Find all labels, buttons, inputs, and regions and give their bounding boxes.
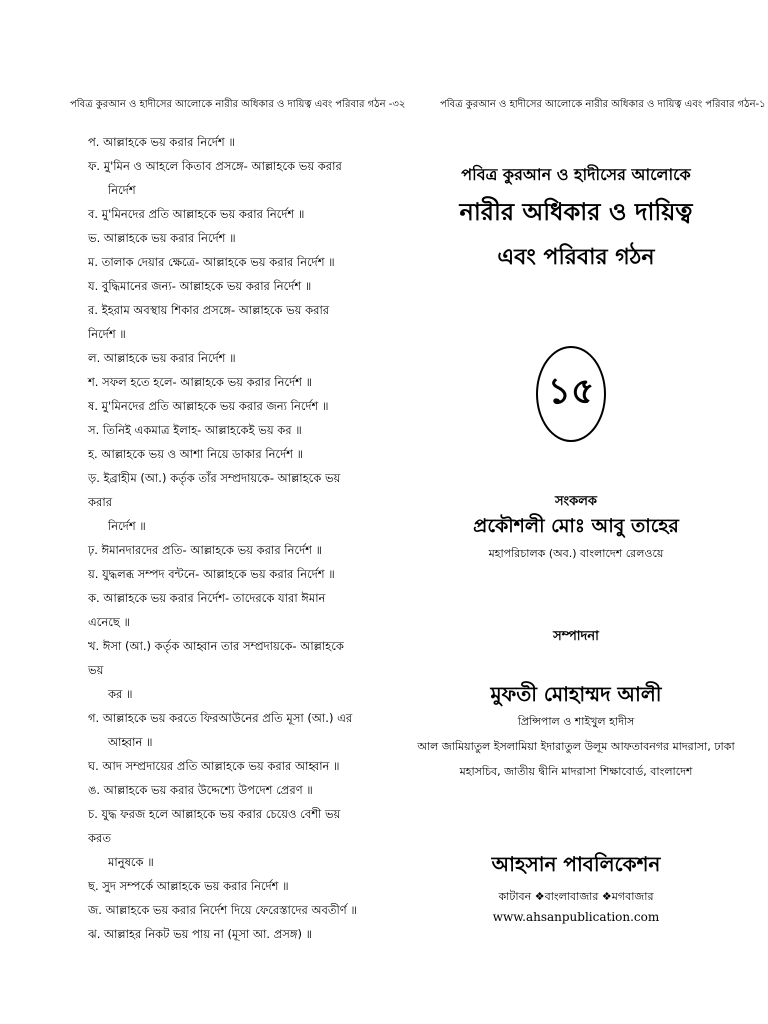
volume-number-badge: ১৫ (536, 346, 606, 442)
list-item: গ. আল্লাহকে ভয় করতে ফিরআউনের প্রতি মূসা (আ.) এর (88, 711, 353, 725)
list-item-continuation: নির্দেশ (108, 183, 136, 197)
editor-label: সম্পাদনা (553, 629, 599, 644)
list-item: ভ. আল্লাহকে ভয় করার নির্দেশ ॥ (88, 231, 236, 245)
list-item: র. ইহরাম অবস্থায় শিকার প্রসঙ্গে- আল্লাহকে ভয় করার নির্দেশ ॥ (88, 303, 330, 341)
list-item: চ. যুদ্ধ ফরজ হলে আল্লাহকে ভয় করার চেয়েও বেশী ভয় করত (88, 807, 341, 845)
running-header: পবিত্র কুরআন ও হাদীসের আলোকে নারীর অধিকার ও দায়িত্ব এবং পরিবার গঠন-১ (440, 99, 766, 110)
list-item-continuation: আহ্বান ॥ (108, 735, 153, 749)
list-item: ঢ়. ঈমানদারদের প্রতি- আল্লাহকে ভয় করার নির্দেশ ॥ (88, 543, 323, 557)
editor-institution: আল জামিয়াতুল ইসলামিয়া ইদারাতুল উলূম আফতাবনগর মাদরাসা, ঢাকা (417, 740, 735, 753)
list-item-continuation: কর ॥ (108, 687, 133, 701)
list-item: খ. ঈসা (আ.) কর্তৃক আহ্বান তার সম্প্রদায়কে- আল্লাহকে ভয় (88, 639, 344, 677)
list-item: ব. মু'মিনদের প্রতি আল্লাহকে ভয় করার নির্দেশ ॥ (88, 207, 305, 221)
book-title-line-1: পবিত্র কুরআন ও হাদীসের আলোকে (461, 165, 691, 184)
list-item: ঘ. আদ সম্প্রদায়ের প্রতি আল্লাহকে ভয় করার আহ্বান ॥ (88, 759, 340, 773)
list-item: জ. আল্লাহকে ভয় করার নির্দেশ দিয়ে ফেরেস্তাদের অবতীর্ণ ॥ (88, 903, 357, 917)
list-item: শ. সফল হতে হলে- আল্লাহকে ভয় করার নির্দেশ ॥ (88, 375, 313, 389)
list-item: ম. তালাক দেয়ার ক্ষেত্রে- আল্লাহকে ভয় করার নির্দেশ ॥ (88, 255, 335, 269)
right-page (384, 0, 768, 1024)
editor-name: মুফতী মোহাম্মদ আলী (490, 682, 662, 706)
publisher-website: www.ahsanpublication.com (492, 910, 660, 924)
list-item: ল. আল্লাহকে ভয় করার নির্দেশ ॥ (88, 351, 236, 365)
list-item: ঙ. আল্লাহকে ভয় করার উদ্দেশ্যে উপদেশ প্রেরণ ॥ (88, 783, 313, 797)
list-item: ক. আল্লাহকে ভয় করার নির্দেশ- তাদেরকে যারা ঈমান এনেছে ॥ (88, 591, 326, 629)
compiler-name: প্রকৌশলী মোঃ আবু তাহের (473, 515, 679, 537)
contents-list (88, 130, 358, 946)
list-item: প. আল্লাহকে ভয় করার নির্দেশ ॥ (88, 135, 235, 149)
compiler-label: সংকলক (554, 494, 598, 509)
list-item: ড়. ইব্রাহীম (আ.) কর্তৃক তাঁর সম্প্রদায়কে- আল্লাহকে ভয় করার (88, 471, 341, 509)
book-title-line-3: এবং পরিবার গঠন (497, 245, 655, 270)
list-item: স. তিনিই একমাত্র ইলাহ- আল্লাহকেই ভয় কর ॥ (88, 423, 302, 437)
compiler-title: মহাপরিচালক (অব.) বাংলাদেশ রেলওয়ে (488, 547, 664, 560)
list-item: হ. আল্লাহকে ভয় ও আশা নিয়ে ডাকার নির্দেশ ॥ (88, 447, 304, 461)
editor-role: প্রিন্সিপাল ও শাইখুল হাদীস (517, 715, 635, 728)
list-item: য়. যুদ্ধলব্ধ সম্পদ বন্টনে- আল্লাহকে ভয় করার নির্দেশ ॥ (88, 567, 335, 581)
list-item: য. বুদ্ধিমানের জন্য- আল্লাহকে ভয় করার নির্দেশ ॥ (88, 279, 312, 293)
running-header: পবিত্র কুরআন ও হাদীসের আলোকে নারীর অধিকার ও দায়িত্ব এবং পরিবার গঠন -৩২ (70, 99, 406, 110)
list-item-continuation: মানুষকে ॥ (108, 855, 154, 869)
list-item: ঝ. আল্লাহর নিকট ভয় পায় না (মূসা আ. প্রসঙ্গ) ॥ (88, 927, 313, 941)
book-title-line-2: নারীর অধিকার ও দায়িত্ব (459, 198, 693, 226)
list-item: ফ. মু'মিন ও আহলে কিতাব প্রসঙ্গে- আল্লাহকে ভয় করার (88, 159, 342, 173)
list-item: ছ. সুদ সম্পর্কে আল্লাহকে ভয় করার নির্দেশ ॥ (88, 879, 289, 893)
editor-secretary: মহাসচিব, জাতীয় দ্বীনি মাদরাসা শিক্ষাবোর্ড, বাংলাদেশ (459, 765, 693, 778)
list-item: ষ. মু'মিনদের প্রতি আল্লাহকে ভয় করার জন্য নির্দেশ ॥ (88, 399, 329, 413)
publisher-name: আহসান পাবলিকেশন (491, 852, 661, 876)
list-item-continuation: নির্দেশ ॥ (108, 519, 146, 533)
publisher-address: কাটাবন ❖বাংলাবাজার ❖মগবাজার (498, 890, 654, 903)
